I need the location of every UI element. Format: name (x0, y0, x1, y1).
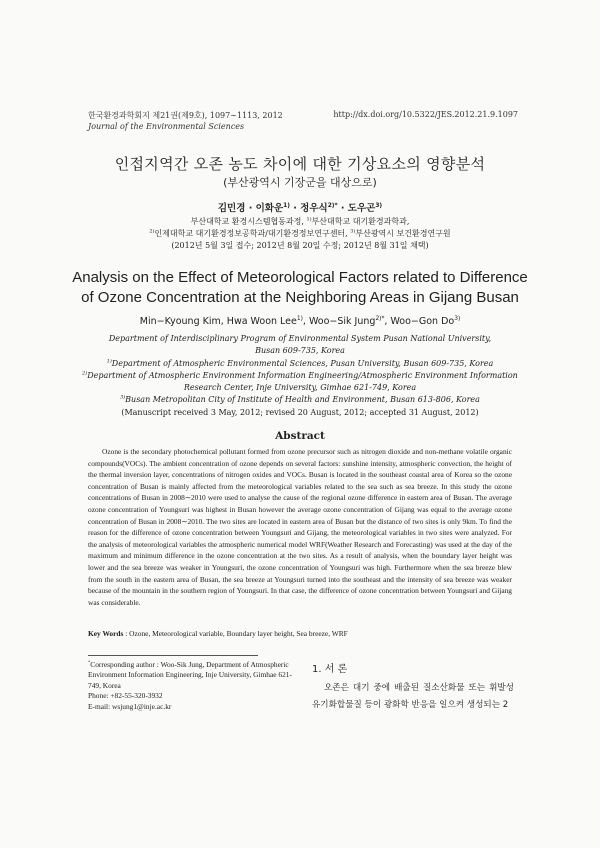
author-sup: 2)* (375, 315, 385, 322)
manuscript-dates: (Manuscript received 3 May, 2012; revised 20 August, 2012; accepted 31 August, 2012) (121, 407, 479, 417)
journal-header (88, 110, 283, 132)
author-sup: 1) (283, 202, 290, 209)
aff-line (0, 394, 600, 406)
korean-affiliations (0, 216, 600, 252)
aff-text: Department of Atmospheric Environment Information Engineering/Atmospheric Environment Information (87, 370, 518, 380)
author-text: · 도우곤 (337, 203, 376, 214)
keywords-text: : Ozone, Meteorological variable, Boundary layer height, Sea breeze, WRF (123, 629, 348, 638)
aff-text: 부산대학교 환경시스템협동과정, (190, 217, 304, 226)
english-title: Analysis on the Effect of Meteorological Factors related to Difference of Ozone Concentration at the Neighboring Areas in Gijang Busan (72, 269, 528, 306)
footnote-phone: Phone: +82-55-320-3932 (88, 691, 163, 701)
aff-text: 부산대학교 대기환경과학과, (311, 217, 410, 226)
aff-text: 인제대학교 대기환경정보공학과/대기환경정보연구센터, (154, 229, 348, 238)
korean-authors (0, 200, 600, 214)
aff-line: Department of Interdisciplinary Program of Environmental System Pusan National University, (108, 334, 492, 343)
author-text: Min−Kyoung Kim, Hwa Woon Lee (139, 316, 297, 327)
english-affiliations (0, 333, 600, 419)
author-text: 김민경 · 이화운 (217, 203, 284, 214)
author-sup: 3) (454, 315, 461, 322)
korean-subtitle: (부산광역시 기장군을 대상으로) (223, 176, 377, 189)
aff-text: Busan Metropolitan City of Institute of Health and Environment, Busan 613-806, Korea (125, 395, 480, 405)
korean-aff-line (0, 216, 600, 228)
korean-dates: (2012년 5월 3일 접수; 2012년 8월 20일 수정; 2012년 8월 31일 채택) (171, 241, 429, 250)
aff-sup: 1) (306, 216, 312, 223)
author-sup: 2)* (327, 202, 338, 209)
aff-line (0, 358, 600, 370)
aff-sup: 3) (120, 394, 126, 401)
footnote-divider (88, 655, 258, 656)
author-sup: 1) (296, 315, 303, 322)
journal-name: Journal of the Environmental Sciences (88, 122, 245, 131)
section-heading-introduction: 1. 서 론 (312, 664, 348, 675)
aff-text: 부산광역시 보건환경연구원 (355, 229, 451, 238)
author-text: , Woo−Sik Jung (302, 316, 376, 327)
aff-text: Department of Atmospheric Environmental Sciences, Pusan University, Busan 609-735, Korea (111, 358, 494, 368)
corresponding-footnote (88, 660, 293, 712)
author-sup: 3) (375, 202, 383, 209)
aff-line: Research Center, Inje University, Gimhae 621-749, Korea (183, 383, 417, 393)
aff-line: Busan 609-735, Korea (255, 346, 345, 356)
footnote-text: Corresponding author : Woo-Sik Jung, Department of Atmospheric Environment Information Engineering, Inje University, Gimhae 621-749, Korea (88, 660, 292, 690)
footnote-email[interactable]: E-mail: wsjung1@inje.ac.kr (88, 701, 172, 711)
keywords (88, 629, 348, 638)
doi-link[interactable]: http://dx.doi.org/10.5322/JES.2012.21.9.1097 (333, 110, 518, 119)
footnote-author (88, 660, 293, 691)
aff-sup: 2) (149, 228, 155, 235)
aff-sup: 3) (350, 228, 356, 235)
abstract-body: Ozone is the secondary photochemical pollutant formed from ozone precursor such as nitrogen dioxide and non-methane volatile organic compounds(VOCs). The ambient concentration of ozone depends on several factors: sunshine intensity, atmospheric convection, the height of the thermal inversion layer, concentrations of nitrogen oxides and VOCs. Busan is located in the southeast coastal area of Korea so the ozone concentration of Busan is mainly affected from the meteorological variables related to the sea such as sea breeze. In this study the ozone concentrations of Busan in 2008∼2010 were used to analyse the cause of the regional ozone difference in eastern area of Busan. The average ozone concentration of Youngsuri was highest in Busan however the average ozone concentration of Gijang was equal to the average ozone concentration of Busan in 2008∼2010. The two sites are located in eastern area of Busan but the distance of two sites is only 9km. To find the reason for the difference of ozone concentration between Youngsuri and Gijang, the meteorological variables in two sites were analyzed. For the analysis of meteorological variables the atmospheric numerical model WRF(Weather Research and Forecasting) was used at the day of the maximum and minimum difference in the ozone concentration at the two sites. As a result of analysis, when the boundary layer height was lower and the sea breeze was weaker in Youngsuri, the ozone concentration of Youngsuri was high. Furthermore when the sea breeze blew from the south in the eastern area of Busan, the sea breeze at Youngsuri turned into the southeast and the intensity of sea breeze was weaker because of the mountain in the southern region of Youngsuri. In that case, the difference of ozone concentration between Youngsuri and Gijang was considerable. (88, 447, 512, 607)
abstract-heading: Abstract (275, 430, 325, 442)
author-text: , Woo−Gon Do (384, 316, 455, 327)
aff-line (0, 370, 600, 382)
korean-aff-line (0, 228, 600, 240)
author-text: · 정우식 (289, 203, 328, 214)
korean-title: 인접지역간 오존 농도 차이에 대한 기상요소의 영향분석 (114, 155, 486, 173)
keywords-label: Key Words (88, 629, 124, 638)
journal-citation: 한국환경과학회지 제21권(제9호), 1097∼1113, 2012 (88, 111, 283, 120)
introduction-body: 오존은 대기 중에 배출된 질소산화물 또는 휘발성 유기화합물질 등이 광화학 반응을 일으켜 생성되는 2 (312, 683, 514, 710)
footnote-star: * (88, 659, 91, 665)
english-authors (0, 316, 600, 327)
aff-sup: 2) (82, 370, 88, 377)
aff-sup: 1) (106, 357, 112, 364)
